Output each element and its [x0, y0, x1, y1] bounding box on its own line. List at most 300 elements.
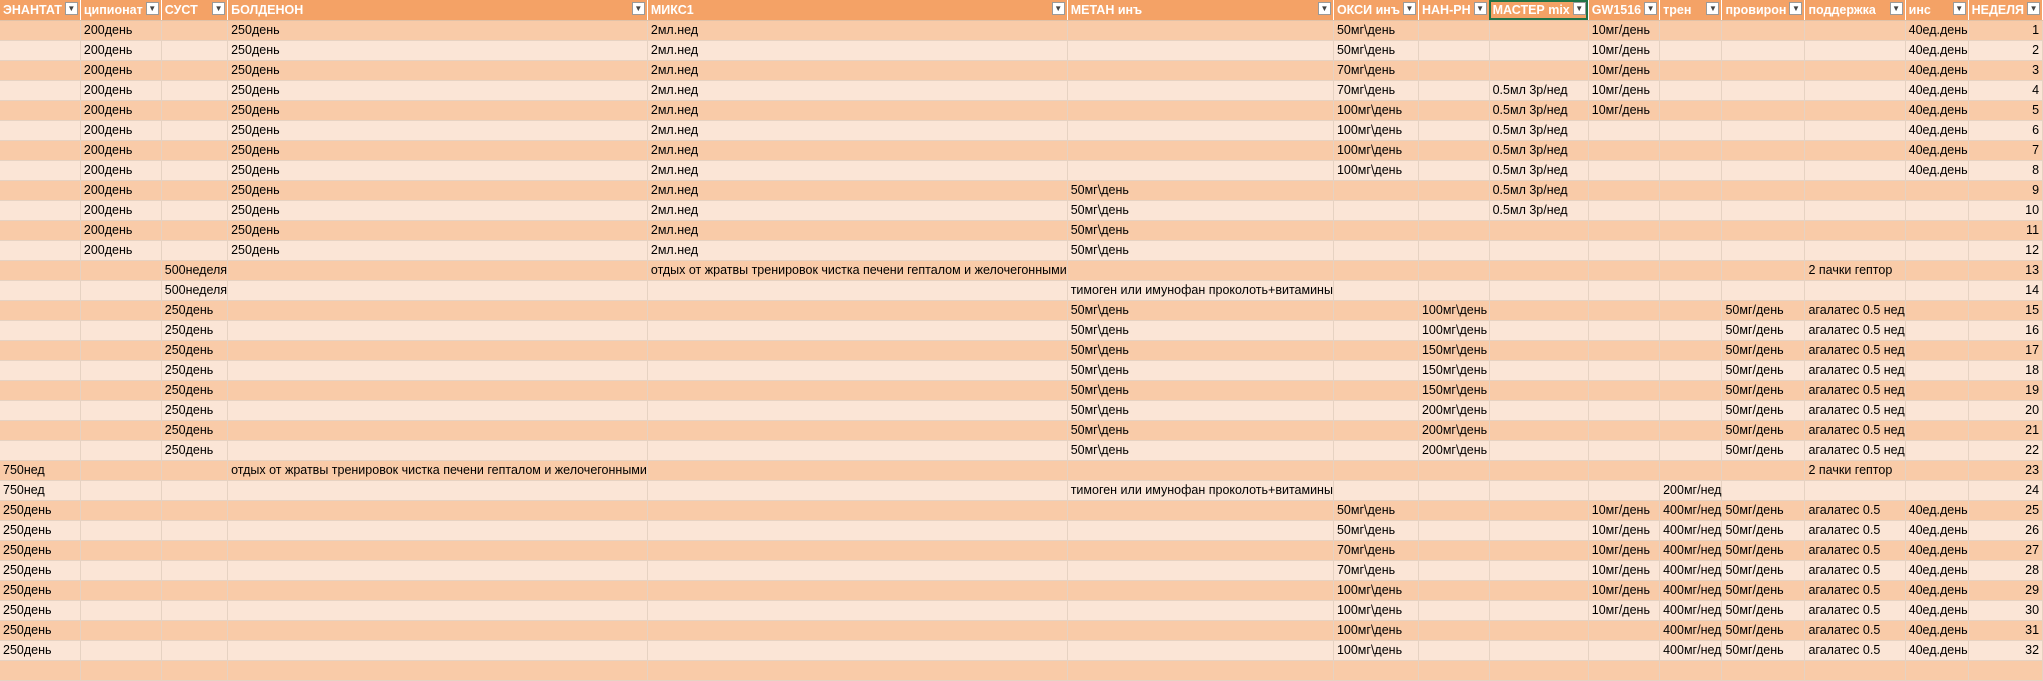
- filter-dropdown-icon[interactable]: ▼: [1474, 2, 1487, 15]
- table-cell[interactable]: 27: [1968, 540, 2042, 560]
- table-cell[interactable]: [80, 460, 161, 480]
- table-cell[interactable]: [1905, 360, 1968, 380]
- table-cell[interactable]: 21: [1968, 420, 2042, 440]
- table-cell[interactable]: [228, 600, 648, 620]
- table-cell[interactable]: [1489, 520, 1588, 540]
- table-cell[interactable]: [1067, 20, 1333, 40]
- column-header[interactable]: [1722, 0, 1805, 20]
- table-cell[interactable]: 400мг/нед: [1660, 600, 1722, 620]
- table-cell[interactable]: [1660, 400, 1722, 420]
- table-cell[interactable]: 8: [1968, 160, 2042, 180]
- table-cell[interactable]: [1660, 220, 1722, 240]
- table-cell[interactable]: [161, 100, 227, 120]
- table-cell[interactable]: 40ед.день: [1905, 60, 1968, 80]
- table-cell[interactable]: [1489, 580, 1588, 600]
- table-cell[interactable]: 25: [1968, 500, 2042, 520]
- table-cell[interactable]: 50мг/день: [1722, 440, 1805, 460]
- table-cell[interactable]: [1067, 140, 1333, 160]
- table-cell[interactable]: [1067, 540, 1333, 560]
- table-cell[interactable]: [1805, 100, 1905, 120]
- table-cell[interactable]: [228, 500, 648, 520]
- table-cell[interactable]: [161, 220, 227, 240]
- table-cell[interactable]: [1660, 200, 1722, 220]
- table-cell[interactable]: 100мг\день: [1418, 320, 1489, 340]
- table-cell[interactable]: [228, 520, 648, 540]
- table-cell[interactable]: [80, 340, 161, 360]
- table-cell[interactable]: 50мг\день: [1333, 20, 1418, 40]
- table-cell[interactable]: [1722, 660, 1805, 680]
- filter-dropdown-icon[interactable]: ▼: [1644, 2, 1657, 15]
- table-cell[interactable]: [1418, 60, 1489, 80]
- table-cell[interactable]: [0, 200, 80, 220]
- table-cell[interactable]: 250день: [0, 620, 80, 640]
- table-cell[interactable]: 100мг\день: [1333, 580, 1418, 600]
- table-cell[interactable]: 150мг\день: [1418, 380, 1489, 400]
- table-cell[interactable]: [1489, 460, 1588, 480]
- table-cell[interactable]: [647, 560, 1067, 580]
- table-cell[interactable]: [80, 500, 161, 520]
- filter-dropdown-icon[interactable]: ▼: [2027, 2, 2040, 15]
- table-cell[interactable]: [0, 140, 80, 160]
- table-cell[interactable]: 250день: [161, 340, 227, 360]
- table-cell[interactable]: [1489, 380, 1588, 400]
- table-cell[interactable]: [0, 360, 80, 380]
- table-cell[interactable]: [1588, 140, 1659, 160]
- table-cell[interactable]: [1418, 600, 1489, 620]
- table-cell[interactable]: [1805, 60, 1905, 80]
- table-cell[interactable]: [1588, 120, 1659, 140]
- table-cell[interactable]: 250день: [228, 180, 648, 200]
- table-cell[interactable]: 50мг/день: [1722, 640, 1805, 660]
- table-cell[interactable]: агалатес 0.5 нед: [1805, 400, 1905, 420]
- table-cell[interactable]: 200день: [80, 120, 161, 140]
- table-cell[interactable]: 70мг\день: [1333, 560, 1418, 580]
- table-cell[interactable]: 50мг\день: [1067, 180, 1333, 200]
- table-cell[interactable]: 200день: [80, 100, 161, 120]
- table-cell[interactable]: [1418, 620, 1489, 640]
- table-cell[interactable]: [0, 60, 80, 80]
- table-cell[interactable]: 0.5мл 3р/нед: [1489, 140, 1588, 160]
- table-cell[interactable]: 10мг/день: [1588, 540, 1659, 560]
- table-cell[interactable]: [161, 500, 227, 520]
- table-cell[interactable]: 50мг\день: [1067, 300, 1333, 320]
- table-cell[interactable]: [1660, 420, 1722, 440]
- table-cell[interactable]: [161, 460, 227, 480]
- table-cell[interactable]: [647, 520, 1067, 540]
- table-cell[interactable]: [647, 300, 1067, 320]
- table-cell[interactable]: [228, 340, 648, 360]
- table-cell[interactable]: [1489, 400, 1588, 420]
- table-cell[interactable]: агалатес 0.5: [1805, 640, 1905, 660]
- table-cell[interactable]: 500неделя: [161, 260, 227, 280]
- table-cell[interactable]: 19: [1968, 380, 2042, 400]
- table-cell[interactable]: [647, 600, 1067, 620]
- table-cell[interactable]: тимоген или имунофан проколоть+витамины: [1067, 480, 1333, 500]
- table-cell[interactable]: [1418, 560, 1489, 580]
- table-cell[interactable]: [1660, 140, 1722, 160]
- table-cell[interactable]: 22: [1968, 440, 2042, 460]
- table-cell[interactable]: 50мг/день: [1722, 600, 1805, 620]
- table-cell[interactable]: 29: [1968, 580, 2042, 600]
- table-cell[interactable]: 2мл.нед: [647, 140, 1067, 160]
- table-cell[interactable]: [1418, 80, 1489, 100]
- table-cell[interactable]: [80, 580, 161, 600]
- table-cell[interactable]: 250день: [0, 580, 80, 600]
- table-cell[interactable]: [1489, 440, 1588, 460]
- table-cell[interactable]: [1489, 620, 1588, 640]
- table-cell[interactable]: [1418, 40, 1489, 60]
- table-cell[interactable]: 50мг\день: [1067, 340, 1333, 360]
- table-cell[interactable]: [1722, 100, 1805, 120]
- filter-dropdown-icon[interactable]: ▼: [65, 2, 78, 15]
- table-cell[interactable]: [80, 660, 161, 680]
- table-cell[interactable]: [1588, 460, 1659, 480]
- table-cell[interactable]: 2мл.нед: [647, 100, 1067, 120]
- table-cell[interactable]: 12: [1968, 240, 2042, 260]
- table-cell[interactable]: [1067, 660, 1333, 680]
- table-cell[interactable]: [1588, 420, 1659, 440]
- column-header[interactable]: [228, 0, 648, 20]
- table-cell[interactable]: 250день: [228, 240, 648, 260]
- table-cell[interactable]: 400мг/нед: [1660, 560, 1722, 580]
- column-header[interactable]: [161, 0, 227, 20]
- table-cell[interactable]: [80, 640, 161, 660]
- table-cell[interactable]: [1418, 240, 1489, 260]
- table-cell[interactable]: [1722, 120, 1805, 140]
- column-header[interactable]: [1805, 0, 1905, 20]
- table-cell[interactable]: [1722, 160, 1805, 180]
- table-cell[interactable]: 23: [1968, 460, 2042, 480]
- table-cell[interactable]: 50мг\день: [1333, 40, 1418, 60]
- table-cell[interactable]: 50мг/день: [1722, 580, 1805, 600]
- table-cell[interactable]: 100мг\день: [1333, 160, 1418, 180]
- table-cell[interactable]: 200день: [80, 40, 161, 60]
- table-cell[interactable]: 50мг/день: [1722, 400, 1805, 420]
- column-header[interactable]: [1418, 0, 1489, 20]
- table-cell[interactable]: 250день: [0, 540, 80, 560]
- table-cell[interactable]: [0, 340, 80, 360]
- table-cell[interactable]: [1418, 20, 1489, 40]
- table-cell[interactable]: [1660, 360, 1722, 380]
- table-cell[interactable]: [80, 600, 161, 620]
- table-cell[interactable]: 10мг/день: [1588, 60, 1659, 80]
- table-cell[interactable]: [1418, 260, 1489, 280]
- table-cell[interactable]: 10мг/день: [1588, 600, 1659, 620]
- table-cell[interactable]: [1333, 380, 1418, 400]
- table-cell[interactable]: [1805, 160, 1905, 180]
- table-cell[interactable]: [80, 380, 161, 400]
- table-cell[interactable]: 16: [1968, 320, 2042, 340]
- table-cell[interactable]: [1489, 500, 1588, 520]
- table-cell[interactable]: [1805, 200, 1905, 220]
- table-cell[interactable]: [1333, 240, 1418, 260]
- table-cell[interactable]: [1333, 360, 1418, 380]
- table-cell[interactable]: [1489, 320, 1588, 340]
- table-cell[interactable]: [1588, 620, 1659, 640]
- table-cell[interactable]: [1660, 460, 1722, 480]
- table-cell[interactable]: [228, 660, 648, 680]
- table-cell[interactable]: 0.5мл 3р/нед: [1489, 180, 1588, 200]
- table-cell[interactable]: агалатес 0.5 нед: [1805, 420, 1905, 440]
- table-cell[interactable]: [1067, 40, 1333, 60]
- table-cell[interactable]: [1067, 160, 1333, 180]
- table-cell[interactable]: 24: [1968, 480, 2042, 500]
- table-cell[interactable]: [80, 540, 161, 560]
- table-cell[interactable]: [80, 420, 161, 440]
- table-cell[interactable]: 40ед.день: [1905, 80, 1968, 100]
- table-cell[interactable]: [80, 480, 161, 500]
- table-cell[interactable]: [1588, 260, 1659, 280]
- table-cell[interactable]: [647, 500, 1067, 520]
- table-cell[interactable]: 1: [1968, 20, 2042, 40]
- table-cell[interactable]: агалатес 0.5 нед: [1805, 340, 1905, 360]
- table-cell[interactable]: [1418, 160, 1489, 180]
- table-cell[interactable]: [1333, 320, 1418, 340]
- table-cell[interactable]: 250день: [161, 360, 227, 380]
- table-cell[interactable]: [1905, 260, 1968, 280]
- table-cell[interactable]: [647, 460, 1067, 480]
- table-cell[interactable]: 2мл.нед: [647, 40, 1067, 60]
- table-cell[interactable]: [1660, 340, 1722, 360]
- table-cell[interactable]: 13: [1968, 260, 2042, 280]
- table-cell[interactable]: [228, 540, 648, 560]
- table-cell[interactable]: 5: [1968, 100, 2042, 120]
- table-cell[interactable]: [0, 100, 80, 120]
- table-cell[interactable]: [1588, 240, 1659, 260]
- table-cell[interactable]: 6: [1968, 120, 2042, 140]
- table-cell[interactable]: [1660, 240, 1722, 260]
- table-cell[interactable]: [1805, 180, 1905, 200]
- table-cell[interactable]: [647, 340, 1067, 360]
- table-cell[interactable]: 40ед.день: [1905, 600, 1968, 620]
- table-cell[interactable]: агалатес 0.5: [1805, 500, 1905, 520]
- table-cell[interactable]: 14: [1968, 280, 2042, 300]
- table-cell[interactable]: [228, 380, 648, 400]
- table-cell[interactable]: [1588, 180, 1659, 200]
- table-cell[interactable]: 50мг/день: [1722, 320, 1805, 340]
- table-cell[interactable]: [1722, 240, 1805, 260]
- table-cell[interactable]: 250день: [161, 440, 227, 460]
- table-cell[interactable]: [1588, 660, 1659, 680]
- table-cell[interactable]: 400мг/нед: [1660, 500, 1722, 520]
- column-header[interactable]: [1588, 0, 1659, 20]
- table-cell[interactable]: [1660, 320, 1722, 340]
- table-cell[interactable]: [647, 400, 1067, 420]
- table-cell[interactable]: 2мл.нед: [647, 160, 1067, 180]
- table-cell[interactable]: [1905, 460, 1968, 480]
- table-cell[interactable]: [1588, 300, 1659, 320]
- table-cell[interactable]: 200день: [80, 140, 161, 160]
- table-cell[interactable]: 10мг/день: [1588, 560, 1659, 580]
- table-cell[interactable]: 50мг/день: [1722, 520, 1805, 540]
- table-cell[interactable]: 40ед.день: [1905, 620, 1968, 640]
- table-cell[interactable]: [647, 580, 1067, 600]
- table-cell[interactable]: [1722, 60, 1805, 80]
- table-cell[interactable]: 200день: [80, 220, 161, 240]
- table-cell[interactable]: 100мг\день: [1333, 620, 1418, 640]
- table-cell[interactable]: 10мг/день: [1588, 80, 1659, 100]
- table-cell[interactable]: 750нед: [0, 480, 80, 500]
- table-cell[interactable]: [1489, 280, 1588, 300]
- table-cell[interactable]: [80, 400, 161, 420]
- table-cell[interactable]: [1067, 260, 1333, 280]
- table-cell[interactable]: 50мг/день: [1722, 300, 1805, 320]
- table-cell[interactable]: 250день: [161, 400, 227, 420]
- table-cell[interactable]: [1489, 560, 1588, 580]
- table-cell[interactable]: 100мг\день: [1333, 600, 1418, 620]
- table-cell[interactable]: 4: [1968, 80, 2042, 100]
- filter-dropdown-icon[interactable]: ▼: [1573, 2, 1586, 15]
- table-cell[interactable]: [647, 280, 1067, 300]
- table-cell[interactable]: 0.5мл 3р/нед: [1489, 120, 1588, 140]
- table-cell[interactable]: [161, 120, 227, 140]
- table-cell[interactable]: [1588, 380, 1659, 400]
- table-cell[interactable]: [161, 240, 227, 260]
- table-cell[interactable]: [228, 580, 648, 600]
- table-cell[interactable]: 26: [1968, 520, 2042, 540]
- table-cell[interactable]: [1418, 100, 1489, 120]
- table-cell[interactable]: 200мг\день: [1418, 420, 1489, 440]
- column-header[interactable]: [1333, 0, 1418, 20]
- table-cell[interactable]: [1805, 480, 1905, 500]
- table-cell[interactable]: [1660, 120, 1722, 140]
- table-cell[interactable]: [1489, 240, 1588, 260]
- table-cell[interactable]: 0.5мл 3р/нед: [1489, 100, 1588, 120]
- table-cell[interactable]: [161, 600, 227, 620]
- table-cell[interactable]: [1418, 120, 1489, 140]
- table-cell[interactable]: [1333, 480, 1418, 500]
- table-cell[interactable]: [1333, 400, 1418, 420]
- table-cell[interactable]: [1722, 20, 1805, 40]
- filter-dropdown-icon[interactable]: ▼: [1953, 2, 1966, 15]
- table-cell[interactable]: [0, 240, 80, 260]
- table-cell[interactable]: [1067, 120, 1333, 140]
- table-cell[interactable]: [1660, 380, 1722, 400]
- table-cell[interactable]: [1660, 20, 1722, 40]
- table-cell[interactable]: 2мл.нед: [647, 180, 1067, 200]
- table-cell[interactable]: 200день: [80, 20, 161, 40]
- table-cell[interactable]: [1333, 280, 1418, 300]
- table-cell[interactable]: [647, 660, 1067, 680]
- table-cell[interactable]: [1588, 220, 1659, 240]
- table-cell[interactable]: [1067, 580, 1333, 600]
- table-cell[interactable]: 40ед.день: [1905, 40, 1968, 60]
- table-cell[interactable]: [1489, 660, 1588, 680]
- table-cell[interactable]: [161, 560, 227, 580]
- table-cell[interactable]: [1660, 440, 1722, 460]
- table-cell[interactable]: [1588, 360, 1659, 380]
- table-cell[interactable]: [1905, 440, 1968, 460]
- table-cell[interactable]: 250день: [0, 600, 80, 620]
- table-cell[interactable]: агалатес 0.5 нед: [1805, 300, 1905, 320]
- table-cell[interactable]: [1905, 240, 1968, 260]
- table-cell[interactable]: 31: [1968, 620, 2042, 640]
- table-cell[interactable]: 150мг\день: [1418, 340, 1489, 360]
- table-cell[interactable]: 2мл.нед: [647, 80, 1067, 100]
- table-cell[interactable]: [1489, 220, 1588, 240]
- table-cell[interactable]: [1805, 40, 1905, 60]
- table-cell[interactable]: агалатес 0.5: [1805, 620, 1905, 640]
- table-cell[interactable]: 50мг/день: [1722, 420, 1805, 440]
- table-cell[interactable]: [161, 20, 227, 40]
- table-cell[interactable]: 400мг/нед: [1660, 580, 1722, 600]
- table-cell[interactable]: [1333, 340, 1418, 360]
- table-cell[interactable]: 100мг\день: [1333, 140, 1418, 160]
- table-cell[interactable]: [1418, 200, 1489, 220]
- table-cell[interactable]: [161, 640, 227, 660]
- table-cell[interactable]: 400мг/нед: [1660, 520, 1722, 540]
- table-cell[interactable]: [161, 540, 227, 560]
- table-cell[interactable]: [1905, 340, 1968, 360]
- column-header[interactable]: [80, 0, 161, 20]
- table-cell[interactable]: агалатес 0.5 нед: [1805, 380, 1905, 400]
- filter-dropdown-icon[interactable]: ▼: [1318, 2, 1331, 15]
- table-cell[interactable]: [1805, 660, 1905, 680]
- table-cell[interactable]: 200день: [80, 160, 161, 180]
- table-cell[interactable]: 250день: [228, 80, 648, 100]
- table-cell[interactable]: [1067, 460, 1333, 480]
- table-cell[interactable]: 40ед.день: [1905, 520, 1968, 540]
- table-cell[interactable]: [647, 480, 1067, 500]
- table-cell[interactable]: [161, 80, 227, 100]
- table-cell[interactable]: [1588, 640, 1659, 660]
- table-cell[interactable]: [1905, 660, 1968, 680]
- table-cell[interactable]: [228, 480, 648, 500]
- table-cell[interactable]: 100мг\день: [1333, 120, 1418, 140]
- table-cell[interactable]: [161, 620, 227, 640]
- table-cell[interactable]: 400мг/нед: [1660, 620, 1722, 640]
- table-cell[interactable]: [1067, 100, 1333, 120]
- table-cell[interactable]: [1660, 260, 1722, 280]
- table-cell[interactable]: [1722, 260, 1805, 280]
- table-cell[interactable]: [1418, 640, 1489, 660]
- table-cell[interactable]: 50мг\день: [1067, 320, 1333, 340]
- table-cell[interactable]: [0, 160, 80, 180]
- table-cell[interactable]: [1418, 140, 1489, 160]
- table-cell[interactable]: [161, 160, 227, 180]
- table-cell[interactable]: 200мг/нед: [1660, 480, 1722, 500]
- table-cell[interactable]: 10мг/день: [1588, 500, 1659, 520]
- table-cell[interactable]: [1067, 560, 1333, 580]
- table-cell[interactable]: [1905, 200, 1968, 220]
- table-cell[interactable]: [1418, 480, 1489, 500]
- table-cell[interactable]: [1418, 580, 1489, 600]
- table-cell[interactable]: агалатес 0.5: [1805, 520, 1905, 540]
- column-header[interactable]: [1660, 0, 1722, 20]
- table-cell[interactable]: [1905, 280, 1968, 300]
- table-cell[interactable]: [1489, 600, 1588, 620]
- table-cell[interactable]: [0, 20, 80, 40]
- table-cell[interactable]: 250день: [0, 640, 80, 660]
- table-cell[interactable]: 250день: [228, 200, 648, 220]
- table-cell[interactable]: [80, 260, 161, 280]
- table-cell[interactable]: [0, 440, 80, 460]
- table-cell[interactable]: 200день: [80, 240, 161, 260]
- table-cell[interactable]: [1333, 260, 1418, 280]
- filter-dropdown-icon[interactable]: ▼: [632, 2, 645, 15]
- table-cell[interactable]: 50мг\день: [1067, 240, 1333, 260]
- table-cell[interactable]: [228, 280, 648, 300]
- table-cell[interactable]: 250день: [228, 20, 648, 40]
- table-cell[interactable]: 10мг/день: [1588, 100, 1659, 120]
- table-cell[interactable]: 100мг\день: [1333, 640, 1418, 660]
- table-cell[interactable]: 10мг/день: [1588, 20, 1659, 40]
- table-cell[interactable]: 50мг\день: [1067, 380, 1333, 400]
- table-cell[interactable]: 11: [1968, 220, 2042, 240]
- table-cell[interactable]: [1968, 660, 2042, 680]
- table-cell[interactable]: [1905, 480, 1968, 500]
- table-cell[interactable]: [1067, 520, 1333, 540]
